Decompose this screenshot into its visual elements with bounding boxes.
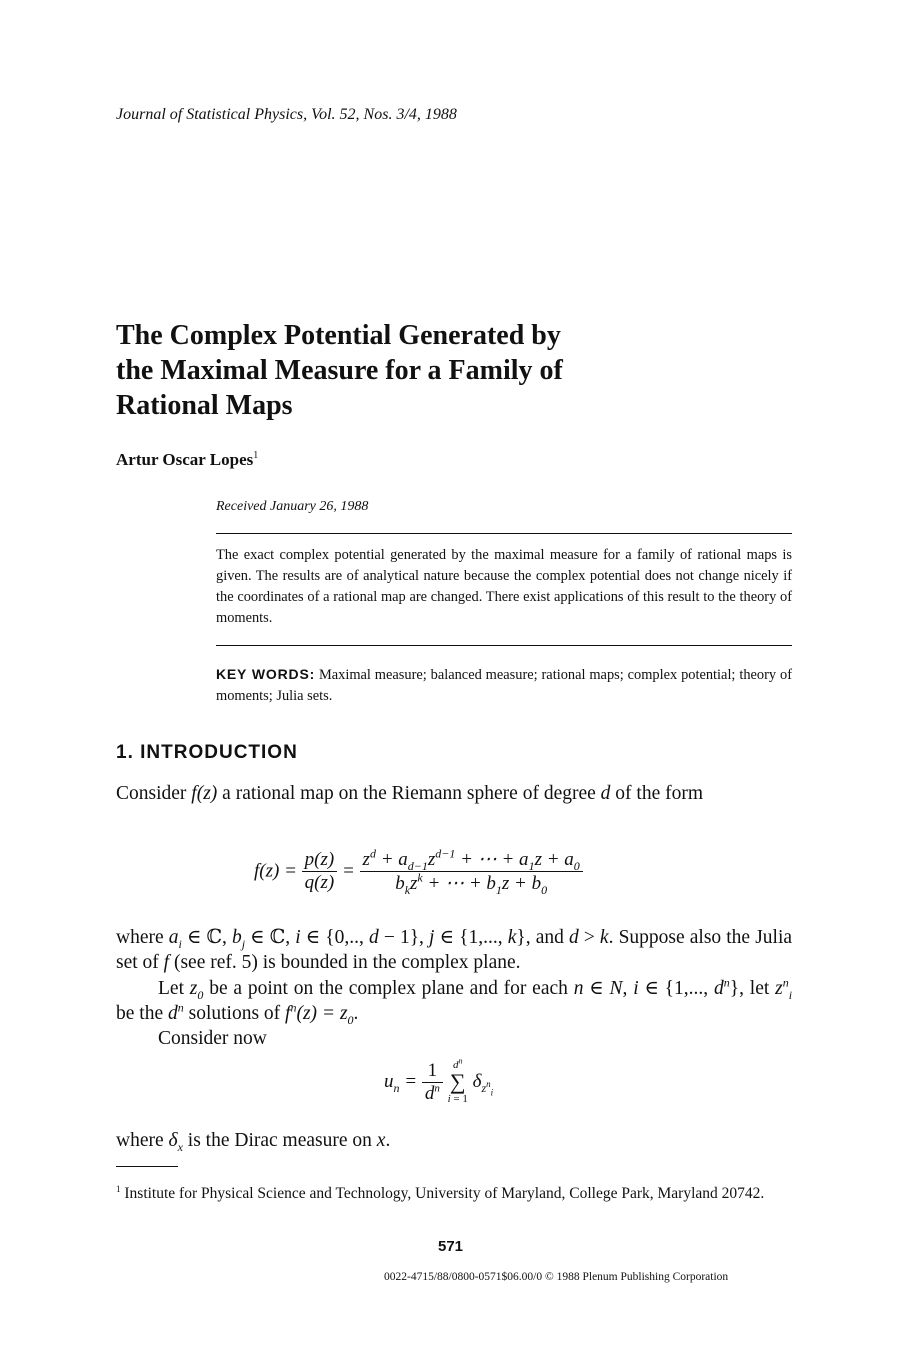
abstract: The exact complex potential generated by the maximal measure for a family of rational maps is given. The results are of analytical nature because the complex potential does not change nicely if the coordinates of a rational map are changed. There exist applications of this result to the theory of moments. [216, 547, 792, 626]
footnote-rule [116, 1166, 178, 1167]
text-run: solutions of [188, 1003, 281, 1024]
text-run: let [749, 978, 770, 999]
key-words [216, 664, 792, 707]
intro-paragraph-2: where $a_i$ ∈ ℂ, $b_j$ ∈ ℂ, i ∈ {0,.., d − 1}, j ∈ {1,..., k}, and d > k. Suppose also the Julia set of f (see ref. 5) is bounded in the complex plane. [116, 927, 793, 973]
journal-citation: Journal of Statistical Physics, Vol. 52, Nos. 3/4, 1988 [116, 106, 457, 123]
intro-paragraph-4 [116, 1026, 792, 1051]
text-run: Suppose also the Julia set of [116, 927, 793, 973]
paper-title [116, 318, 756, 423]
title-line-3: Rational Maps [116, 390, 293, 421]
key-words-label: KEY WORDS: [216, 666, 316, 682]
text-run: be the [116, 1003, 164, 1024]
text-run: be a point on the complex plane and for each [209, 978, 568, 999]
section-title: INTRODUCTION [140, 742, 298, 763]
author [116, 450, 258, 470]
math-fz: f(z) [191, 783, 218, 804]
text-run: is the Dirac measure on [187, 1130, 372, 1151]
title-line-2: the Maximal Measure for a Family of [116, 355, 563, 386]
author-name: Artur Oscar Lopes [116, 450, 254, 469]
received-date: Received January 26, 1988 [216, 499, 369, 514]
key-words-text: Maximal measure; balanced measure; rational maps; complex potential; theory of moments; Julia sets. [216, 667, 792, 704]
text-run: Consider now [158, 1028, 267, 1049]
text-run: Consider [116, 783, 187, 804]
math-d: d [600, 783, 611, 804]
title-line-1: The Complex Potential Generated by [116, 320, 561, 351]
text-run: (see ref. 5) is bounded in the complex plane. [173, 952, 521, 973]
equation-measure: $u_n$ = $\frac{1}{d^n}$ $d^n$ ∑ i = 1 $\delta_{z^n_i}$ [384, 1056, 494, 1105]
text-run: Let [158, 978, 184, 999]
page-number: 571 [437, 1238, 464, 1255]
text-run: of the form [615, 783, 704, 804]
text-run: where [116, 1130, 164, 1151]
equation-rational-map: f(z) = $\frac{p(z)}{q(z)}$ = $\frac{z^d + a_{d-1}z^{d-1} + \cdots + a_1z + a_0}{b_kz^k + \cdots + b_1z + b_0}$ [254, 848, 583, 895]
abstract-top-rule [216, 533, 792, 534]
intro-paragraph-3: Let $z_0$ be a point on the complex plane and for each n ∈ N, i ∈ {1,..., $d^n$}, let $z^n_i$ be the $d^n$ solutions of $f^n(z) = z_0$. [116, 975, 793, 1027]
intro-paragraph-1 [116, 781, 792, 806]
author-footnote-mark: 1 [253, 450, 259, 461]
intro-paragraph-5: where $\delta_x$ is the Dirac measure on x. [116, 1130, 391, 1154]
footnote [116, 1182, 792, 1205]
abstract-bottom-rule [216, 645, 792, 646]
copyright-line: 0022-4715/88/0800-0571$06.00/0 © 1988 Plenum Publishing Corporation [384, 1271, 729, 1283]
footnote-text: Institute for Physical Science and Technology, University of Maryland, College Park, Maryland 20742. [124, 1185, 765, 1202]
text-run: where [116, 927, 164, 948]
section-number: 1. [116, 742, 134, 763]
footnote-mark: 1 [116, 1184, 121, 1194]
section-heading [116, 742, 298, 764]
text-run: a rational map on the Riemann sphere of degree [222, 783, 596, 804]
